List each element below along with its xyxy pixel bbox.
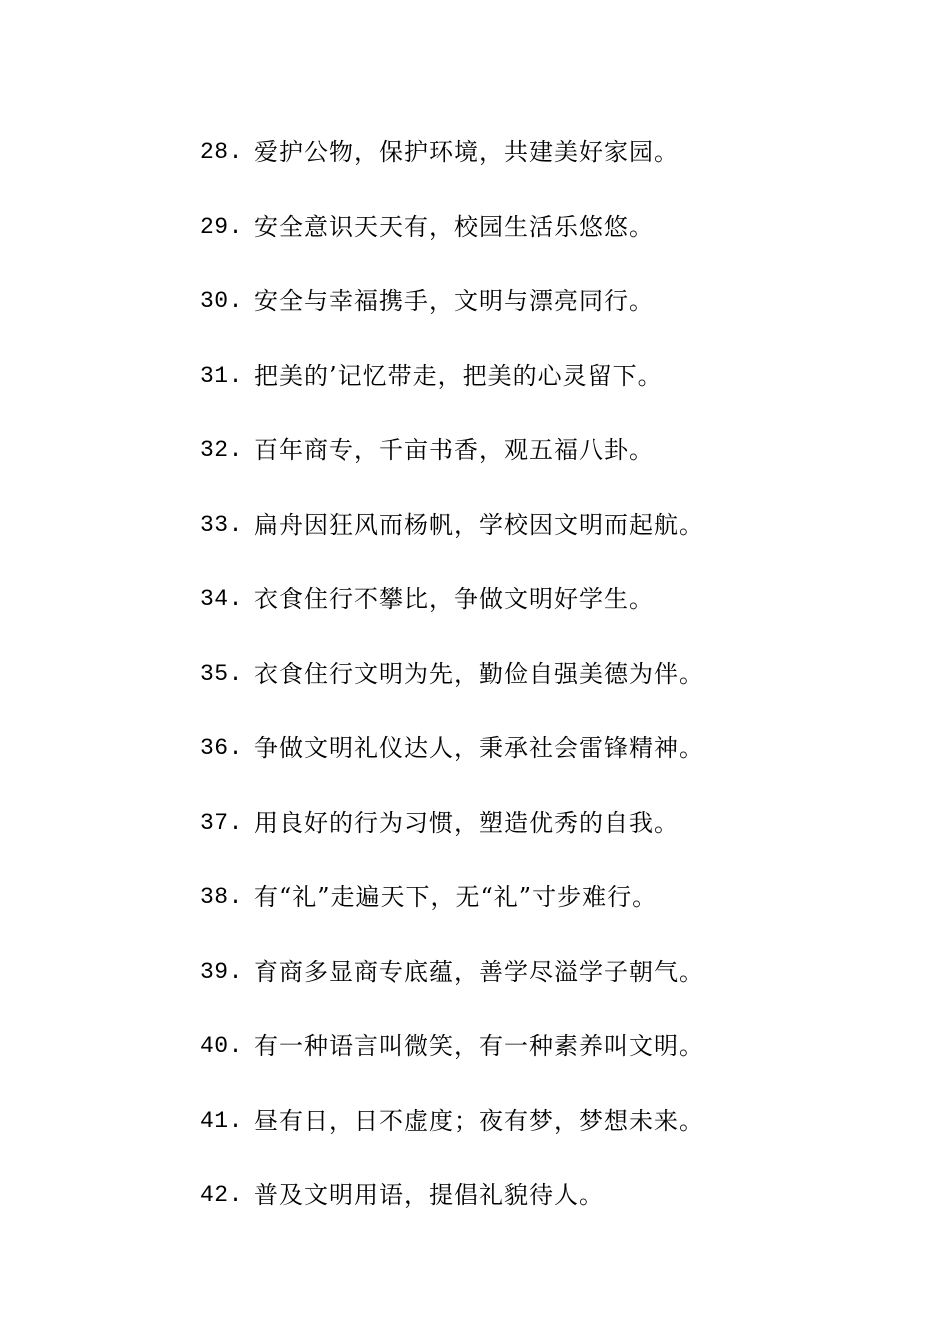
- list-item: [200, 358, 704, 433]
- item-number: 39.: [200, 958, 243, 985]
- item-text: 百年商专，千亩书香，观五福八卦。: [254, 436, 654, 464]
- item-text: 安全与幸福携手，文明与漂亮同行。: [254, 287, 654, 315]
- item-text: 普及文明用语，提倡礼貌待人。: [254, 1181, 604, 1209]
- item-text: 有一种语言叫微笑，有一种素养叫文明。: [254, 1032, 704, 1060]
- list-item: [200, 954, 704, 1029]
- list-item: [200, 1028, 704, 1103]
- list-item: [200, 879, 704, 954]
- item-number: 37.: [200, 809, 243, 836]
- item-number: 28.: [200, 139, 243, 165]
- item-number: 29.: [200, 213, 243, 240]
- item-number: 31.: [200, 362, 243, 389]
- item-text: 把美的’记忆带走，把美的心灵留下。: [254, 361, 663, 390]
- list-item: [200, 1177, 704, 1252]
- item-text: 育商多显商专底蕴，善学尽溢学子朝气。: [254, 957, 704, 986]
- item-text: 扁舟因狂风而杨帆，学校因文明而起航。: [254, 510, 704, 539]
- list-item: [200, 432, 704, 507]
- list-item: [200, 283, 704, 358]
- list-item: [200, 805, 704, 880]
- item-number: 33.: [200, 511, 243, 538]
- item-text: 衣食住行不攀比，争做文明好学生。: [254, 585, 654, 613]
- item-number: 34.: [200, 586, 243, 612]
- list-item: [200, 1103, 704, 1178]
- list-item: [200, 209, 704, 284]
- list-item: [200, 507, 704, 582]
- item-number: 30.: [200, 288, 243, 314]
- item-text: 爱护公物，保护环境，共建美好家园。: [254, 138, 679, 166]
- item-text: 用良好的行为习惯，塑造优秀的自我。: [254, 808, 679, 837]
- item-text: 争做文明礼仪达人，秉承社会雷锋精神。: [254, 734, 704, 762]
- list-item: [200, 581, 704, 656]
- item-number: 41.: [200, 1107, 243, 1134]
- item-number: 38.: [200, 884, 243, 910]
- item-number: 40.: [200, 1033, 243, 1059]
- list-item: [200, 730, 704, 805]
- item-number: 32.: [200, 437, 243, 463]
- item-text: 衣食住行文明为先，勤俭自强美德为伴。: [254, 659, 704, 688]
- item-text: 有“礼”走遍天下，无“礼”寸步难行。: [254, 883, 658, 911]
- item-text: 昼有日，日不虚度；夜有梦，梦想未来。: [254, 1106, 704, 1135]
- item-text: 安全意识天天有，校园生活乐悠悠。: [254, 212, 654, 241]
- item-number: 35.: [200, 660, 243, 687]
- slogan-list: [200, 134, 704, 1252]
- item-number: 36.: [200, 735, 243, 761]
- item-number: 42.: [200, 1182, 243, 1208]
- list-item: [200, 656, 704, 731]
- list-item: [200, 134, 704, 209]
